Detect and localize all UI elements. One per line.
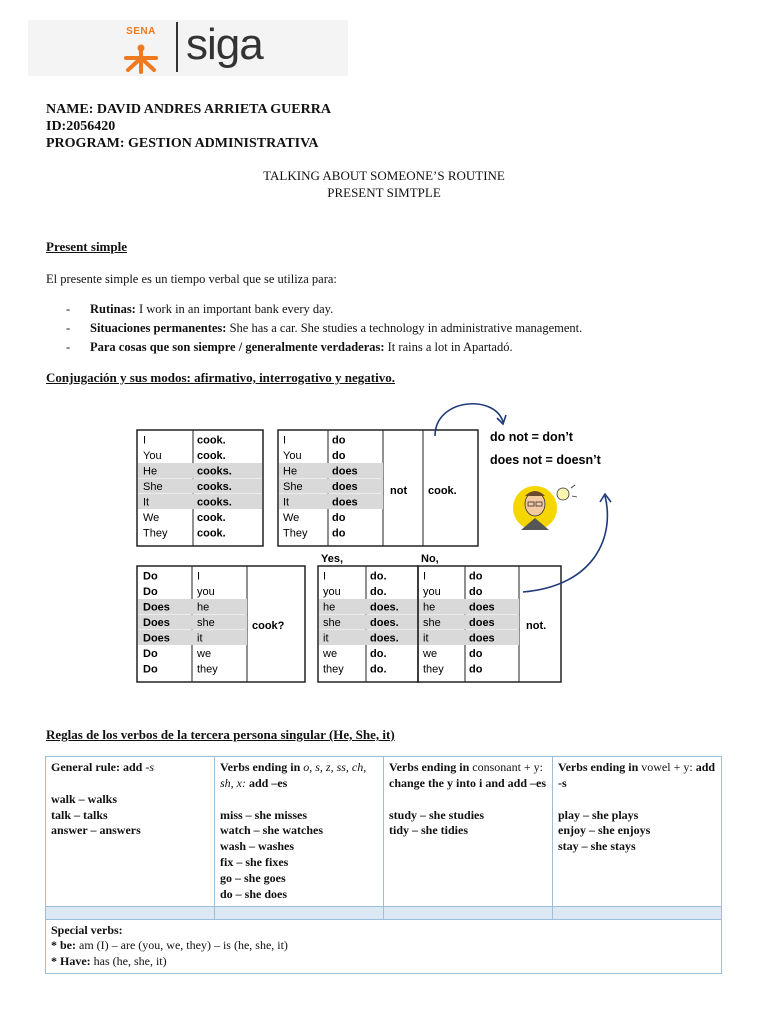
question-aux: Does — [143, 617, 170, 629]
short-no-aux: do — [469, 663, 483, 676]
example: talk – talks — [51, 807, 108, 822]
bullet-item: - Situaciones permanentes: She has a car. She studies a technology in administrative management. — [66, 321, 583, 335]
conjugation-figure — [135, 396, 625, 688]
example: answer – answers — [51, 823, 141, 838]
short-yes-aux: does. — [370, 617, 399, 629]
question-verb: cook? — [252, 620, 285, 632]
special-verbs-cell — [46, 919, 722, 973]
example: wash – washes — [220, 839, 295, 854]
affirmative-verb: cooks. — [197, 481, 232, 493]
negative-aux: do — [332, 527, 346, 540]
short-no-aux: does — [469, 617, 495, 629]
question-aux: Do — [143, 648, 158, 660]
bullet-item: - Rutinas: I work in an important bank every day. — [66, 302, 334, 316]
rules-table — [45, 756, 722, 974]
short-no-pronoun: I — [423, 570, 427, 583]
question-pronoun: you — [197, 586, 215, 598]
negative-pronoun: He — [283, 465, 298, 478]
affirmative-pronoun: It — [143, 496, 150, 509]
short-no-pronoun: it — [423, 632, 429, 645]
affirmative-pronoun: She — [143, 481, 163, 493]
negative-aux: do — [332, 450, 346, 462]
question-pronoun: she — [197, 617, 215, 629]
student-program: PROGRAM: GESTION ADMINISTRATIVA — [46, 136, 319, 151]
siga-logo: siga — [186, 20, 263, 69]
question-aux: Does — [143, 601, 170, 614]
negative-aux: do — [332, 434, 346, 447]
rule-cell-vowel-y: Verbs ending in vowel + y: add -s play – she plays enjoy – she enjoys stay – she stays — [553, 757, 722, 907]
question-pronoun: it — [197, 632, 203, 645]
bullet-item: - Para cosas que son siempre / generalmente verdaderas: It rains a lot in Apartadó. — [66, 340, 513, 354]
special-verbs-row — [46, 919, 722, 973]
short-no-aux: does — [469, 632, 495, 645]
affirmative-pronoun: They — [143, 527, 168, 540]
question-aux: Do — [143, 663, 158, 676]
example: miss – she misses — [220, 807, 308, 822]
short-no-aux: do — [469, 570, 483, 583]
example: walk – walks — [51, 791, 118, 806]
conjugation-heading: Conjugación y sus modos: afirmativo, interrogativo y negativo. — [46, 370, 395, 385]
sena-logo-text: SENA — [126, 26, 156, 37]
doc-subtitle: PRESENT SIMTPLE — [327, 185, 441, 200]
short-yes-aux: do. — [370, 586, 387, 598]
example: watch – she watches — [220, 823, 323, 838]
present-simple-heading: Present simple — [46, 239, 127, 254]
short-no-pronoun: we — [423, 648, 438, 660]
short-yes-pronoun: he — [323, 601, 336, 614]
rule-cell-consonant-y: Verbs ending in consonant + y: change the y into i and add –es study – she studies tidy – she tidies — [384, 757, 553, 907]
negative-pronoun: You — [283, 450, 302, 462]
short-yes-aux: do. — [370, 648, 387, 660]
negative-pronoun: They — [283, 527, 308, 540]
affirmative-pronoun: You — [143, 450, 162, 462]
short-yes-aux: do. — [370, 663, 387, 676]
question-pronoun: they — [197, 663, 218, 676]
special-be: * be: am (I) – are (you, we, they) – is (he, she, it) — [51, 938, 288, 953]
short-no-pronoun: she — [423, 617, 441, 629]
contraction-do: do not = don’t — [490, 430, 573, 444]
negative-aux: does — [332, 496, 358, 509]
short-no-aux: do — [469, 586, 483, 598]
example: stay – she stays — [558, 839, 636, 854]
negative-not: not — [390, 485, 408, 497]
present-simple-intro: El presente simple es un tiempo verbal que se utiliza para: — [46, 272, 337, 286]
example: do – she does — [220, 886, 288, 901]
short-no-aux: does — [469, 601, 495, 614]
question-aux: Do — [143, 586, 158, 598]
short-no-aux: do — [469, 648, 483, 660]
affirmative-verb: cook. — [197, 450, 226, 462]
short-no-pronoun: he — [423, 601, 436, 614]
logo-divider — [176, 22, 178, 72]
example: go – she goes — [220, 870, 286, 885]
example: tidy – she tidies — [389, 823, 469, 838]
doc-title: TALKING ABOUT SOMEONE’S ROUTINE — [263, 168, 505, 183]
rules-row — [46, 757, 722, 907]
example: study – she studies — [389, 807, 485, 822]
rule-cell-es: Verbs ending in o, s, z, ss, ch, sh, x: add –es miss – she misses watch – she watches wash – washes fix – she fixes go – she goes do – she does — [215, 757, 384, 907]
short-no-pronoun: you — [423, 586, 441, 598]
yes-label: Yes, — [321, 553, 344, 565]
short-yes-aux: does. — [370, 601, 399, 614]
negative-pronoun: She — [283, 481, 303, 493]
short-no-pronoun: they — [423, 663, 444, 676]
example: play – she plays — [558, 807, 639, 822]
short-yes-pronoun: we — [323, 648, 338, 660]
affirmative-pronoun: I — [143, 434, 147, 447]
no-label: No, — [421, 553, 439, 565]
question-aux: Do — [143, 570, 158, 583]
student-id: ID:2056420 — [46, 119, 116, 134]
negative-verb: cook. — [428, 485, 457, 497]
affirmative-verb: cook. — [197, 512, 226, 524]
negative-aux: do — [332, 512, 346, 524]
question-pronoun: I — [197, 570, 201, 583]
question-pronoun: he — [197, 601, 210, 614]
contraction-does: does not = doesn’t — [490, 453, 601, 467]
example: enjoy – she enjoys — [558, 823, 651, 838]
rule-cell-general: General rule: add -s walk – walks talk – talks answer – answers — [46, 757, 215, 907]
short-yes-pronoun: I — [323, 570, 327, 583]
negative-pronoun: It — [283, 496, 290, 509]
negative-aux: does — [332, 481, 358, 493]
question-aux: Does — [143, 632, 170, 645]
short-yes-pronoun: she — [323, 617, 341, 629]
negative-aux: does — [332, 465, 358, 478]
student-name: NAME: DAVID ANDRES ARRIETA GUERRA — [46, 102, 331, 117]
short-yes-aux: does. — [370, 632, 399, 645]
special-verbs-title: Special verbs: — [51, 922, 123, 937]
rules-spacer-row — [46, 906, 722, 919]
negative-pronoun: I — [283, 434, 287, 447]
negative-pronoun: We — [283, 512, 300, 524]
affirmative-verb: cook. — [197, 527, 226, 540]
thinking-person-icon — [513, 485, 577, 530]
affirmative-pronoun: He — [143, 465, 158, 478]
row-highlight — [319, 630, 417, 645]
affirmative-verb: cooks. — [197, 496, 232, 509]
short-no-not: not. — [526, 620, 547, 632]
question-pronoun: we — [197, 648, 212, 660]
short-yes-pronoun: you — [323, 586, 341, 598]
affirmative-pronoun: We — [143, 512, 160, 524]
short-yes-pronoun: they — [323, 663, 344, 676]
short-yes-pronoun: it — [323, 632, 329, 645]
special-have: * Have: has (he, she, it) — [51, 954, 167, 969]
short-yes-aux: do. — [370, 570, 387, 583]
affirmative-verb: cooks. — [197, 465, 232, 478]
row-highlight — [279, 494, 383, 509]
affirmative-verb: cook. — [197, 434, 226, 447]
rules-heading: Reglas de los verbos de la tercera persona singular (He, She, it) — [46, 727, 395, 742]
example: fix – she fixes — [220, 855, 289, 870]
